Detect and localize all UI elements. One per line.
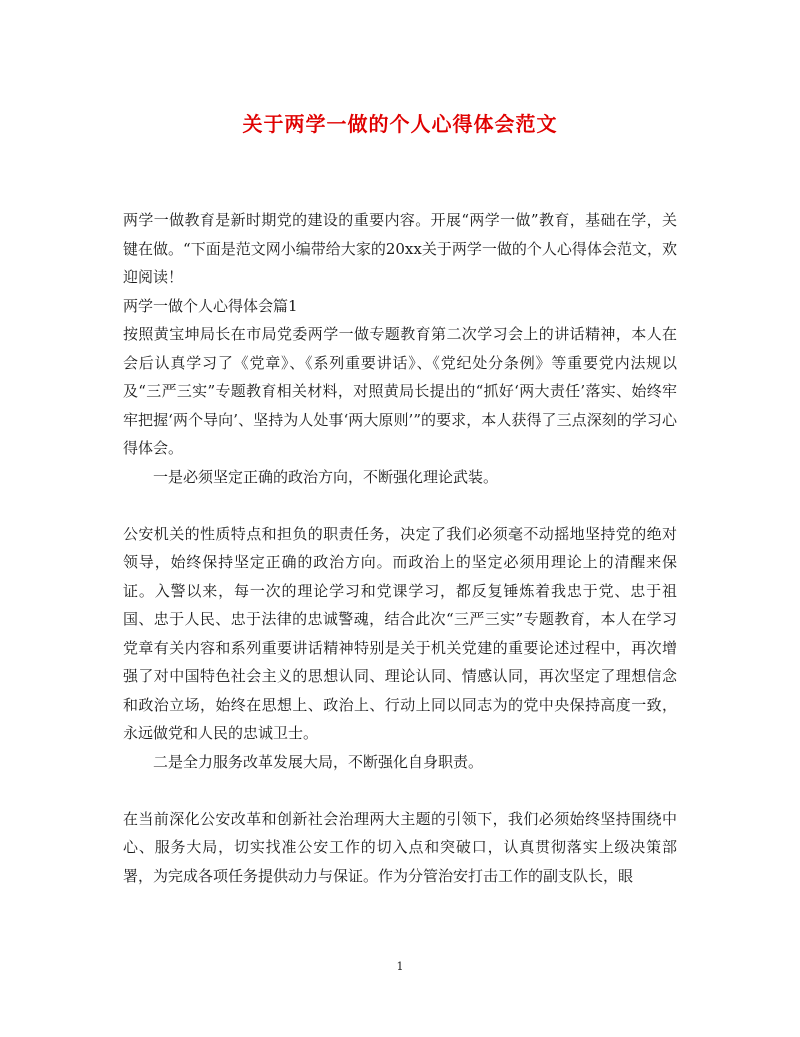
document-body xyxy=(123,206,677,890)
body-paragraph: 在当前深化公安改革和创新社会治理两大主题的引领下，我们必须始终坚持围绕中心、服务大局，切实找准公安工作的切入点和突破口，认真贯彻落实上级决策部署，为完成各项任务提供动力与保证。作为分管治安打击工作的副支队长，眼 xyxy=(123,809,677,885)
paragraph-gap xyxy=(123,776,677,805)
section-heading: 两学一做个人心得体会篇1 xyxy=(123,296,298,315)
body-paragraph: 公安机关的性质特点和担负的职责任务，决定了我们必须毫不动摇地坚持党的绝对领导，始终保持坚定正确的政治方向。而政治上的坚定必须用理论上的清醒来保证。入警以来，每一次的理论学习和党课学习，都反复锤炼着我忠于党、忠于祖国、忠于人民、忠于法律的忠诚警魂，结合此次“三严三实”专题教育，本人在学习党章有关内容和系列重要讲话精神特别是关于机关党建的重要论述过程中，再次增强了对中国特色社会主义的思想认同、理论认同、情感认同，再次坚定了理想信念和政治立场，始终在思想上、政治上、行动上同以同志为的党中央保持高度一致，永远做党和人民的忠诚卫士。 xyxy=(123,524,677,742)
body-paragraph: 按照黄宝坤局长在市局党委两学一做专题教育第二次学习会上的讲话精神，本人在会后认真学习了《党章》、《系列重要讲话》、《党纪处分条例》等重要党内法规以及“三严三实”专题教育相关材料，对照黄局长提出的“抓好‘两大责任’落实、始终牢牢把握‘两个导向’、坚持为人处事‘两大原则’”的要求，本人获得了三点深刻的学习心得体会。 xyxy=(123,325,677,457)
paragraph-gap xyxy=(123,491,677,520)
point-heading-2: 二是全力服务改革发展大局，不断强化自身职责。 xyxy=(153,752,484,771)
page-number: 1 xyxy=(396,960,404,973)
point-heading-1: 一是必须坚定正确的政治方向，不断强化理论武装。 xyxy=(153,467,499,486)
intro-paragraph: 两学一做教育是新时期党的建设的重要内容。开展“两学一做”教育，基础在学，关键在做。“下面是范文网小编带给大家的20xx关于两学一做的个人心得体会范文，欢迎阅读！ xyxy=(123,211,677,286)
document-title: 关于两学一做的个人心得体会范文 xyxy=(242,112,558,136)
